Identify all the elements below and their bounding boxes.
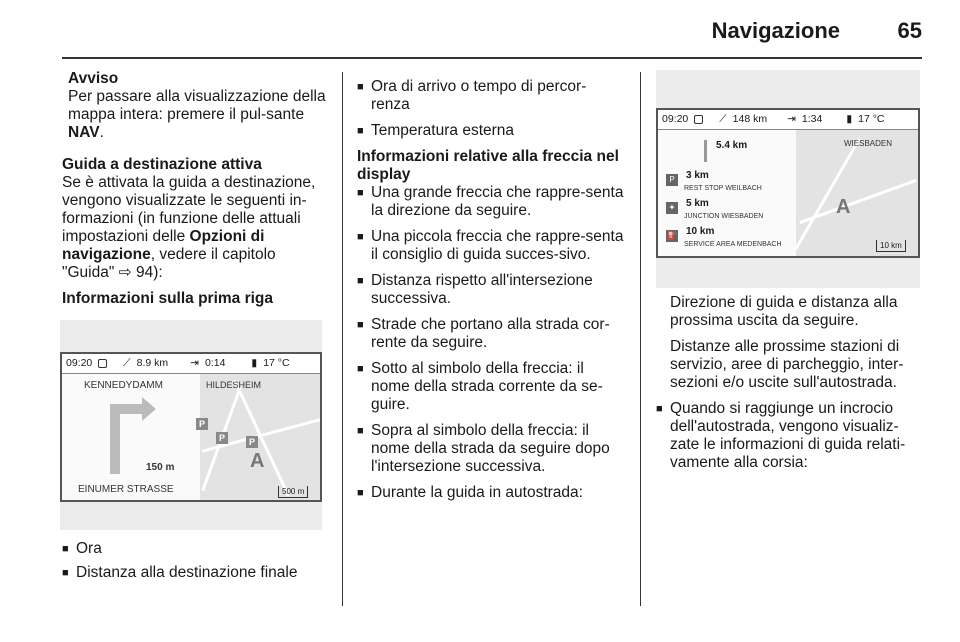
road-icon: ⟋ bbox=[719, 113, 727, 125]
parking-icon: P bbox=[196, 418, 208, 430]
heading-arrow-info: Informazioni relative alla freccia nel display bbox=[357, 148, 619, 183]
list-item: ■ Strade che portano alla strada cor-rente da seguire. bbox=[357, 316, 625, 352]
column-divider-1 bbox=[342, 72, 343, 606]
nav-screen-2 bbox=[656, 108, 920, 258]
page-ref-icon: ⇨ bbox=[118, 264, 132, 281]
map-road bbox=[794, 138, 861, 250]
vehicle-position-icon: A bbox=[250, 450, 265, 472]
heading-active-guidance: Guida a destinazione attiva bbox=[62, 156, 262, 173]
clock-icon bbox=[98, 359, 107, 368]
turn-arrow-icon-branch bbox=[110, 404, 146, 414]
thermometer-icon: ▮ bbox=[251, 357, 258, 369]
paragraph-services: Distanze alle prossime stazioni di servizio, aree di parcheggio, inter-sezioni e/o uscite sull'autostrada. bbox=[670, 338, 904, 391]
column-3 bbox=[656, 70, 918, 480]
list-item: ■ Quando si raggiunge un incrocio dell'autostrada, vengono visualiz-zate le informazioni di guida relati-vamente alla corsia: bbox=[656, 400, 918, 472]
vehicle-position-icon: A bbox=[836, 196, 851, 218]
paragraph-direction: Direzione di guida e distanza alla prossima uscita da seguire. bbox=[670, 294, 898, 329]
turn-arrow-icon-head bbox=[142, 397, 156, 421]
map-city-label: HILDESHEIM bbox=[206, 380, 262, 390]
list-item: ■ Una grande freccia che rappre-senta la direzione da seguire. bbox=[357, 184, 625, 220]
rest-stop-icon: P bbox=[666, 174, 678, 186]
status-bar: 09:20 ⟋ 148 km ⇥ 1:34 ▮ 17 °C bbox=[658, 110, 918, 130]
note-box bbox=[62, 70, 332, 142]
service-label: JUNCTION WIESBADEN bbox=[684, 213, 764, 220]
list-item: ■ Sotto al simbolo della freccia: il nome della strada corrente da se-guire. bbox=[357, 360, 625, 414]
nav-screen-2-frame bbox=[656, 70, 920, 288]
list-item: ■ Sopra al simbolo della freccia: il nome della strada da seguire dopo l'intersezione successiva. bbox=[357, 422, 625, 476]
map-view bbox=[200, 374, 322, 502]
header-divider bbox=[62, 57, 922, 59]
map-scale: 10 km bbox=[876, 240, 906, 252]
nav-screen-1-frame bbox=[60, 320, 322, 530]
list-item: ■ Distanza rispetto all'intersezione successiva. bbox=[357, 272, 625, 308]
paragraph-active-guidance: Se è attivata la guida a destinazione, vengono visualizzate le seguenti in-formazioni (in funzione delle attuali impostazioni delle Opzioni di navigazione, vedere il capitolo "Guida" ⇨ 94): bbox=[62, 174, 316, 281]
arrival-icon: ⇥ bbox=[190, 357, 199, 369]
arrow-info-list bbox=[357, 184, 625, 502]
list-item: ■ Ora di arrivo o tempo di percor-renza bbox=[357, 78, 625, 114]
list-item: ■ Temperatura esterna bbox=[357, 122, 625, 140]
first-row-list bbox=[62, 540, 332, 582]
note-title: Avviso bbox=[68, 70, 119, 87]
service-label: REST STOP WEILBACH bbox=[684, 185, 762, 192]
list-item: ■ Durante la guida in autostrada: bbox=[357, 484, 625, 502]
map-view bbox=[796, 130, 920, 258]
turn-distance: 150 m bbox=[146, 462, 175, 473]
service-distance: 5 km bbox=[686, 198, 709, 209]
next-street-label: KENNEDYDAMM bbox=[84, 380, 163, 391]
heading-first-row: Informazioni sulla prima riga bbox=[62, 290, 274, 307]
list-item: ■ Ora bbox=[62, 540, 332, 558]
list-item: ■ Una piccola freccia che rappre-senta il consiglio di guida succes-sivo. bbox=[357, 228, 625, 264]
parking-icon: P bbox=[216, 432, 228, 444]
road-icon: ⟋ bbox=[123, 357, 131, 369]
parking-icon: P bbox=[246, 436, 258, 448]
column-2 bbox=[357, 78, 625, 510]
junction-icon: ✦ bbox=[666, 202, 678, 214]
service-distance: 10 km bbox=[686, 226, 715, 237]
arrival-icon: ⇥ bbox=[787, 113, 796, 125]
service-area-icon: ⛽ bbox=[667, 231, 677, 240]
service-label: SERVICE AREA MEDENBACH bbox=[684, 241, 782, 248]
current-street-label: EINUMER STRASSE bbox=[78, 484, 174, 495]
note-text: Per passare alla visualizzazione della mappa intera: premere il pul-sante NAV. bbox=[68, 88, 326, 141]
list-item: ■ Distanza alla destinazione finale bbox=[62, 564, 332, 582]
motorway-list bbox=[656, 400, 918, 472]
map-scale: 500 m bbox=[278, 486, 308, 498]
first-row-list-continued bbox=[357, 78, 625, 140]
status-bar: 09:20 ⟋ 8.9 km ⇥ 0:14 ▮ 17 °C bbox=[62, 354, 320, 374]
thermometer-icon: ▮ bbox=[846, 113, 853, 125]
column-1 bbox=[62, 70, 332, 588]
page-number: 65 bbox=[897, 18, 922, 43]
map-road bbox=[799, 179, 917, 224]
turn-arrow-icon bbox=[110, 404, 120, 474]
clock-icon bbox=[694, 115, 703, 124]
page-header-title: Navigazione bbox=[711, 18, 840, 43]
column-divider-2 bbox=[640, 72, 641, 606]
nav-screen-1 bbox=[60, 352, 322, 502]
service-distance: 3 km bbox=[686, 170, 709, 181]
exit-distance: 5.4 km bbox=[716, 140, 748, 151]
direction-arrow-icon bbox=[704, 140, 707, 162]
map-city-label: WIESBADEN bbox=[844, 139, 893, 148]
